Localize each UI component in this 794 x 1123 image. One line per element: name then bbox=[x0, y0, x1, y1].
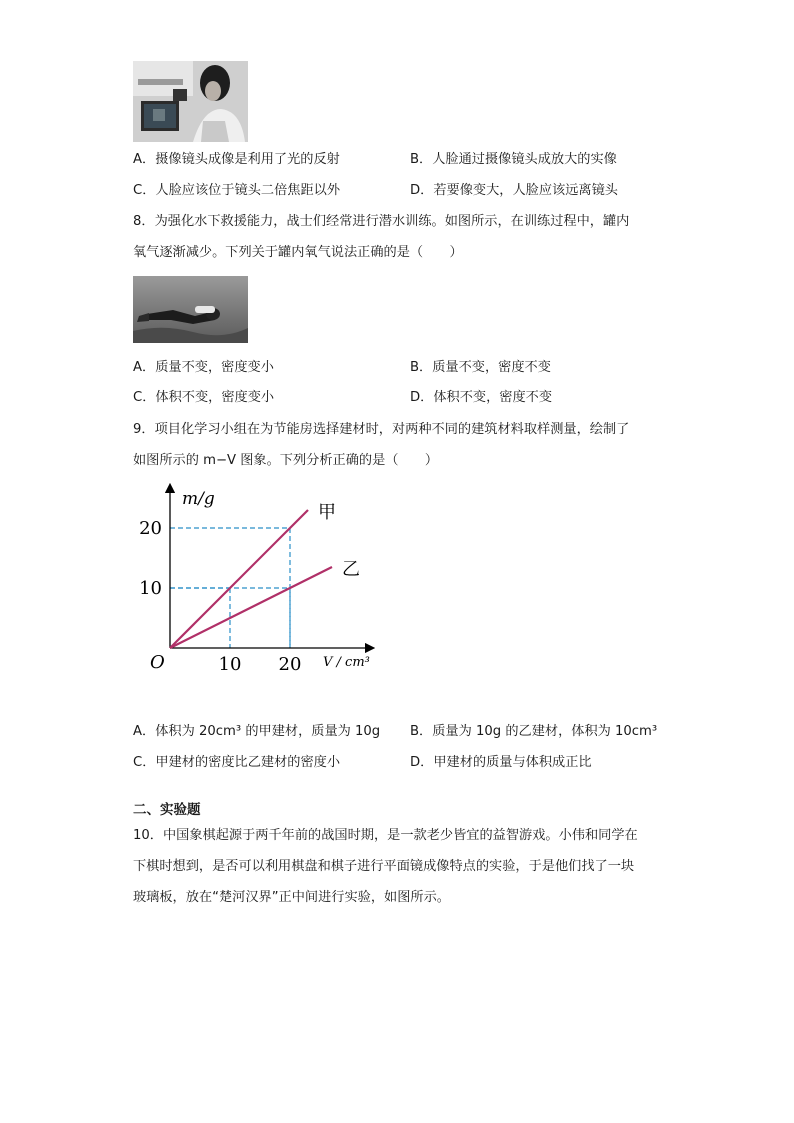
x-tick-0: 10 bbox=[218, 654, 242, 675]
q8-stem-line1: 8．为强化水下救援能力，战士们经常进行潜水训练。如图所示，在训练过程中，罐内 bbox=[133, 214, 630, 229]
q8-option-a: A．质量不变，密度变小 bbox=[133, 360, 274, 375]
q9-option-d: D．甲建材的质量与体积成正比 bbox=[410, 755, 592, 770]
series-line-0 bbox=[170, 510, 308, 648]
series-label-0: 甲 bbox=[318, 502, 336, 523]
q9-option-a: A．体积为 20cm³ 的甲建材，质量为 10g bbox=[133, 724, 381, 739]
q8-option-d: D．体积不变，密度不变 bbox=[410, 390, 553, 405]
q9-stem-line2: 如图所示的 m−V 图象。下列分析正确的是（ ） bbox=[133, 453, 439, 468]
q7-option-b: B．人脸通过摄像镜头成放大的实像 bbox=[410, 152, 617, 167]
diver-photo bbox=[133, 276, 248, 343]
y-tick-1: 20 bbox=[139, 518, 162, 539]
face-recognition-photo bbox=[133, 61, 248, 142]
q10-stem-line3: 玻璃板，放在“楚河汉界”正中间进行实验，如图所示。 bbox=[133, 890, 450, 905]
origin-label: O bbox=[150, 652, 165, 673]
q7-option-a: A．摄像镜头成像是利用了光的反射 bbox=[133, 152, 340, 167]
m-v-graph bbox=[130, 480, 390, 680]
series-line-1 bbox=[170, 567, 332, 648]
x-axis-label: V / cm³ bbox=[323, 655, 370, 670]
q10-stem-line2: 下棋时想到，是否可以利用棋盘和棋子进行平面镜成像特点的实验，于是他们找了一块 bbox=[133, 859, 635, 874]
q7-option-d: D．若要像变大，人脸应该远离镜头 bbox=[410, 183, 618, 198]
q9-option-c: C．甲建材的密度比乙建材的密度小 bbox=[133, 755, 341, 770]
section-title: 二、实验题 bbox=[133, 802, 201, 818]
q10-stem-line1: 10．中国象棋起源于两千年前的战国时期，是一款老少皆宜的益智游戏。小伟和同学在 bbox=[133, 828, 638, 843]
y-axis-label: m/g bbox=[182, 489, 215, 509]
y-tick-0: 10 bbox=[139, 578, 162, 599]
q9-stem-line1: 9．项目化学习小组在为节能房选择建材时，对两种不同的建筑材料取样测量，绘制了 bbox=[133, 422, 630, 437]
q8-option-b: B．质量不变，密度不变 bbox=[410, 360, 551, 375]
q8-stem-line2: 氧气逐渐减少。下列关于罐内氧气说法正确的是（ ） bbox=[133, 245, 463, 260]
x-tick-1: 20 bbox=[278, 654, 302, 675]
series-label-1: 乙 bbox=[342, 559, 360, 580]
q9-option-b: B．质量为 10g 的乙建材，体积为 10cm³ bbox=[410, 724, 658, 739]
q8-option-c: C．体积不变，密度变小 bbox=[133, 390, 275, 405]
q7-option-c: C．人脸应该位于镜头二倍焦距以外 bbox=[133, 183, 341, 198]
